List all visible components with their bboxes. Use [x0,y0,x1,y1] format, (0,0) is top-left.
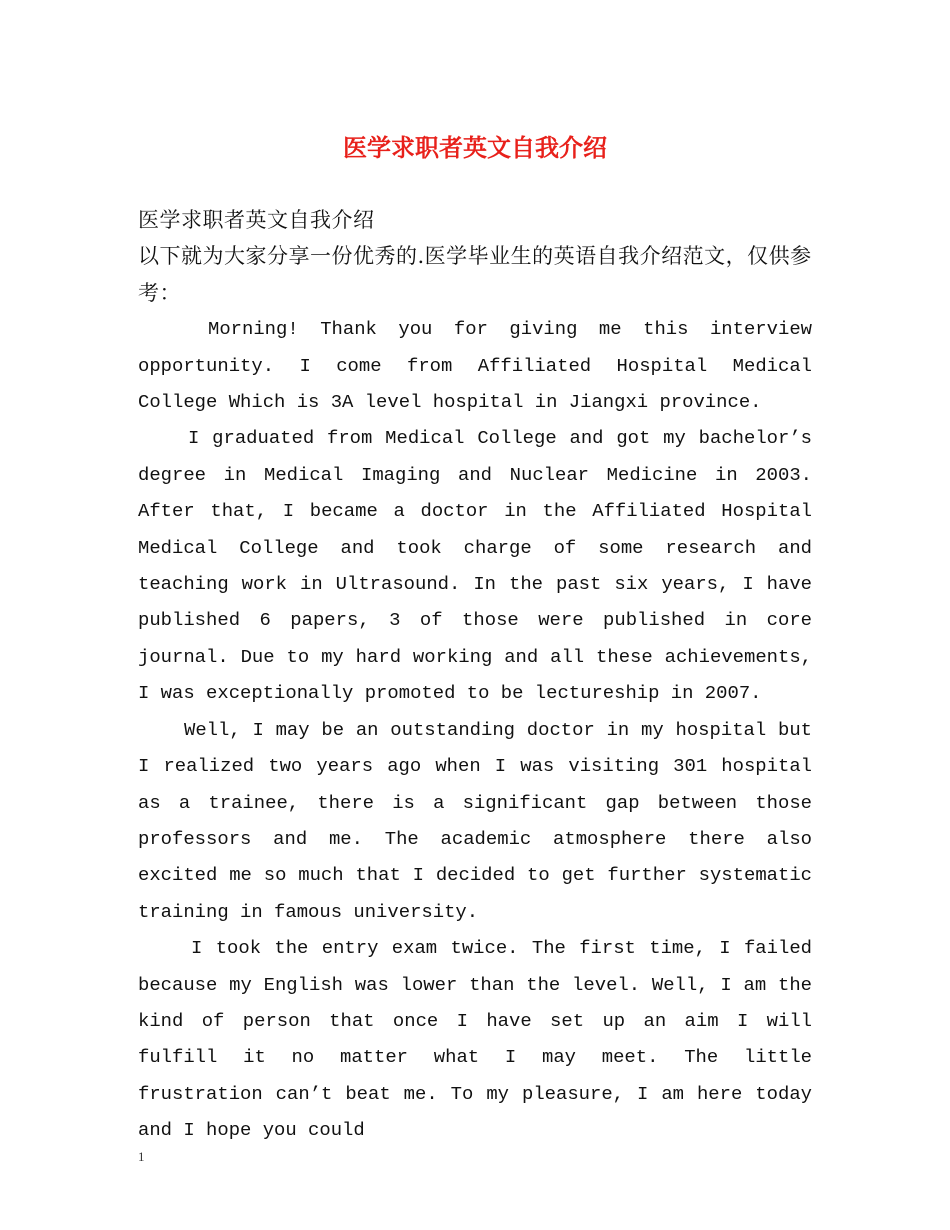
document-subtitle: 医学求职者英文自我介绍 [138,208,375,232]
intro-paragraph: 以下就为大家分享一份优秀的.医学毕业生的英语自我介绍范文，仅供参考： [138,244,812,305]
document-title: 医学求职者英文自我介绍 [343,133,607,162]
paragraph-education: I graduated from Medical College and got my bachelor’s degree in Medical Imaging and Nuclear Medicine in 2003. After that, I became a doctor in the Affiliated Hospital Medical College and took charge of some research and teaching work in Ultrasound. In the past six years, I have published 6 papers, 3 of those were published in core journal. Due to my hard working and all these achievements, I was exceptionally promoted to be lectureship in 2007. [138,427,812,705]
paragraph-motivation: Well, I may be an outstanding doctor in my hospital but I realized two years ago when I was visiting 301 hospital as a trainee, there is a significant gap between those professors and me. The academic atmosphere there also excited me so much that I decided to get further systematic training in famous university. [138,718,812,923]
paragraph-greeting: Morning! Thank you for giving me this interview opportunity. I come from Affiliated Hospital Medical College Which is 3A level hospital in Jiangxi province. [138,318,812,414]
paragraph-entry-exam: I took the entry exam twice. The first time, I failed because my English was lower than the level. Well, I am the kind of person that once I have set up an aim I will fulfill it no matter what I may meet. The little frustration can’t beat me. To my pleasure, I am here today and I hope you could [138,937,812,1142]
document-body [138,202,812,1149]
page-number: 1 [138,1149,145,1164]
